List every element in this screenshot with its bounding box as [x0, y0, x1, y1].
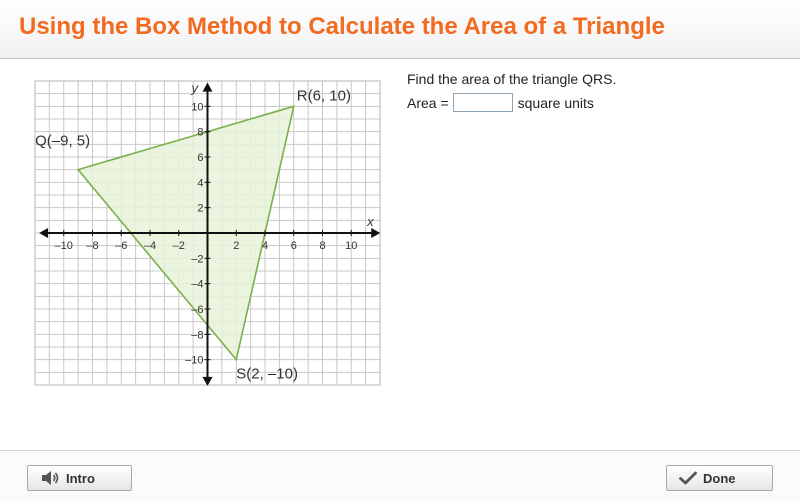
x-axis-label: x [367, 214, 374, 229]
intro-button[interactable] [27, 465, 132, 491]
x-tick-label: 6 [290, 240, 297, 252]
graph-svg [30, 76, 390, 391]
y-tick-label: 10 [191, 101, 204, 114]
y-axis-label: y [191, 80, 198, 96]
y-tick-label: –2 [191, 253, 204, 266]
footer-bar [0, 450, 800, 502]
x-tick-label: –4 [143, 240, 157, 252]
page-title: Using the Box Method to Calculate the Area of a Triangle [19, 13, 665, 40]
area-input[interactable] [453, 93, 513, 112]
x-tick-label: 4 [261, 240, 269, 252]
checkmark-icon [679, 471, 697, 485]
y-tick-label: 2 [197, 202, 204, 215]
area-answer-row [407, 93, 594, 112]
units-label: square units [517, 94, 594, 111]
y-tick-label: –8 [191, 329, 204, 342]
done-button[interactable] [666, 465, 773, 491]
y-tick-label: –4 [191, 278, 204, 291]
x-tick-label: 2 [233, 240, 240, 252]
y-tick-label: –6 [191, 304, 204, 316]
vertex-label: Q(–9, 5) [35, 132, 91, 150]
x-tick-label: –6 [115, 240, 128, 252]
y-tick-label: 8 [197, 126, 204, 139]
x-tick-label: –8 [86, 240, 99, 252]
x-tick-label: 8 [319, 240, 326, 252]
title-bar [0, 0, 800, 59]
y-tick-label: 4 [197, 177, 204, 190]
done-button-label: Done [703, 470, 736, 486]
intro-button-label: Intro [66, 470, 95, 486]
x-tick-label: –2 [172, 240, 185, 252]
x-tick-label: –10 [54, 240, 73, 252]
speaker-icon [40, 470, 60, 486]
question-prompt: Find the area of the triangle QRS. [407, 71, 617, 87]
vertex-label: R(6, 10) [296, 87, 351, 105]
coordinate-graph [30, 76, 390, 396]
x-tick-label: 10 [345, 240, 358, 252]
y-tick-label: –10 [185, 354, 204, 367]
area-label: Area = [407, 94, 449, 111]
vertex-label: S(2, –10) [236, 365, 298, 383]
y-tick-label: 6 [197, 152, 204, 164]
